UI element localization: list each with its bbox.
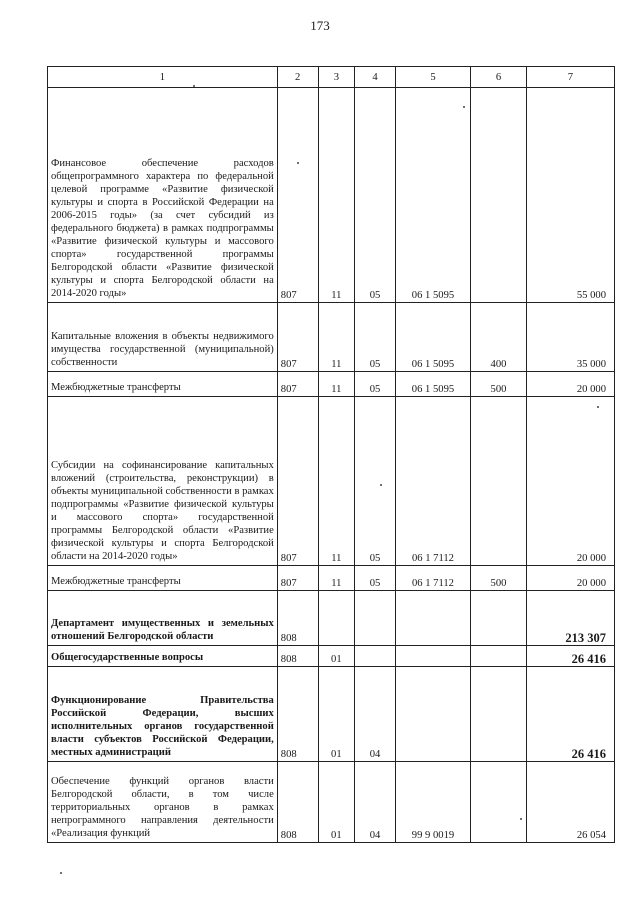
row-code-4: 05 — [355, 566, 396, 591]
header-cell-5: 5 — [395, 67, 470, 88]
row-amount: 26 054 — [526, 762, 614, 843]
table-row — [48, 397, 615, 566]
row-code-4 — [355, 591, 396, 646]
row-code-3: 01 — [318, 762, 355, 843]
row-code-5: 06 1 5095 — [395, 88, 470, 303]
row-code-2: 807 — [277, 566, 318, 591]
row-code-2: 808 — [277, 762, 318, 843]
row-code-5: 06 1 7112 — [395, 566, 470, 591]
header-cell-7: 7 — [526, 67, 614, 88]
page-number: 173 — [310, 18, 330, 33]
row-code-5: 06 1 5095 — [395, 303, 470, 372]
header-cell-1: 1 — [48, 67, 278, 88]
row-code-3: 11 — [318, 88, 355, 303]
row-code-6 — [471, 397, 527, 566]
row-code-5 — [395, 591, 470, 646]
row-code-3: 11 — [318, 397, 355, 566]
row-code-4: 05 — [355, 303, 396, 372]
row-code-2: 807 — [277, 303, 318, 372]
header-cell-2: 2 — [277, 67, 318, 88]
row-code-5 — [395, 667, 470, 762]
row-code-4: 05 — [355, 88, 396, 303]
row-code-5 — [395, 646, 470, 667]
row-code-4: 05 — [355, 372, 396, 397]
row-code-2: 807 — [277, 88, 318, 303]
row-amount: 20 000 — [526, 566, 614, 591]
scan-speck — [193, 85, 195, 87]
row-description: Субсидии на софинансирование капитальных вложений (строительства, реконструкции) в объекты муниципальной собственности в рамках подпрограммы «Развитие физической культуры и массового спорта» государственной программы Белгородской области «Развитие физической культуры и спорта Белгородской области на 2014-2020 годы» — [48, 397, 278, 566]
header-cell-4: 4 — [355, 67, 396, 88]
table-body — [48, 88, 615, 843]
table-row — [48, 762, 615, 843]
row-description: Общегосударственные вопросы — [48, 646, 278, 667]
row-code-3: 11 — [318, 372, 355, 397]
row-amount: 26 416 — [526, 667, 614, 762]
row-description: Функционирование Правительства Российской Федерации, высших исполнительных органов государственной власти субъектов Российской Федерации, местных администраций — [48, 667, 278, 762]
row-code-2: 808 — [277, 667, 318, 762]
row-code-4: 04 — [355, 667, 396, 762]
row-code-5: 06 1 7112 — [395, 397, 470, 566]
row-code-3: 11 — [318, 566, 355, 591]
table-row — [48, 303, 615, 372]
scan-speck — [380, 484, 382, 486]
row-code-5: 99 9 0019 — [395, 762, 470, 843]
row-code-3: 01 — [318, 646, 355, 667]
row-code-5: 06 1 5095 — [395, 372, 470, 397]
row-amount: 55 000 — [526, 88, 614, 303]
row-code-2: 808 — [277, 591, 318, 646]
row-code-6 — [471, 762, 527, 843]
row-code-4 — [355, 646, 396, 667]
row-amount: 20 000 — [526, 397, 614, 566]
row-code-6 — [471, 646, 527, 667]
row-code-4: 05 — [355, 397, 396, 566]
header-row — [48, 67, 615, 88]
row-code-6: 400 — [471, 303, 527, 372]
row-code-6 — [471, 591, 527, 646]
row-code-3: 01 — [318, 667, 355, 762]
scan-speck — [297, 162, 299, 164]
table-row — [48, 646, 615, 667]
row-description: Межбюджетные трансферты — [48, 372, 278, 397]
row-code-2: 807 — [277, 372, 318, 397]
row-code-6 — [471, 667, 527, 762]
row-code-3: 11 — [318, 303, 355, 372]
row-code-2: 808 — [277, 646, 318, 667]
scan-speck — [597, 406, 599, 408]
row-code-6: 500 — [471, 566, 527, 591]
row-description: Департамент имущественных и земельных отношений Белгородской области — [48, 591, 278, 646]
row-amount: 26 416 — [526, 646, 614, 667]
row-amount: 20 000 — [526, 372, 614, 397]
row-description: Обеспечение функций органов власти Белгородской области, в том числе территориальных органов в рамках непрограммного направления деятельности «Реализация функций — [48, 762, 278, 843]
row-description: Межбюджетные трансферты — [48, 566, 278, 591]
row-code-6 — [471, 88, 527, 303]
header-cell-6: 6 — [471, 67, 527, 88]
table-row — [48, 667, 615, 762]
table-row — [48, 591, 615, 646]
scan-speck — [60, 872, 62, 874]
row-amount: 213 307 — [526, 591, 614, 646]
row-amount: 35 000 — [526, 303, 614, 372]
row-description: Капитальные вложения в объекты недвижимого имущества государственной (муниципальной) собственности — [48, 303, 278, 372]
scan-speck — [463, 106, 465, 108]
row-code-6: 500 — [471, 372, 527, 397]
row-description: Финансовое обеспечение расходов общепрограммного характера по федеральной целевой программе «Развитие физической культуры и спорта в Российской Федерации на 2006-2015 годы» (за счет субсидий из федерального бюджета) в рамках подпрограммы «Развитие физической культуры и массового спорта» государственной программы Белгородской области «Развитие физической культуры и спорта Белгородской области на 2014-2020 годы» — [48, 88, 278, 303]
table-row — [48, 372, 615, 397]
budget-table — [47, 66, 615, 843]
table-row — [48, 88, 615, 303]
table-row — [48, 566, 615, 591]
row-code-3 — [318, 591, 355, 646]
header-cell-3: 3 — [318, 67, 355, 88]
row-code-4: 04 — [355, 762, 396, 843]
row-code-2: 807 — [277, 397, 318, 566]
scan-speck — [520, 818, 522, 820]
